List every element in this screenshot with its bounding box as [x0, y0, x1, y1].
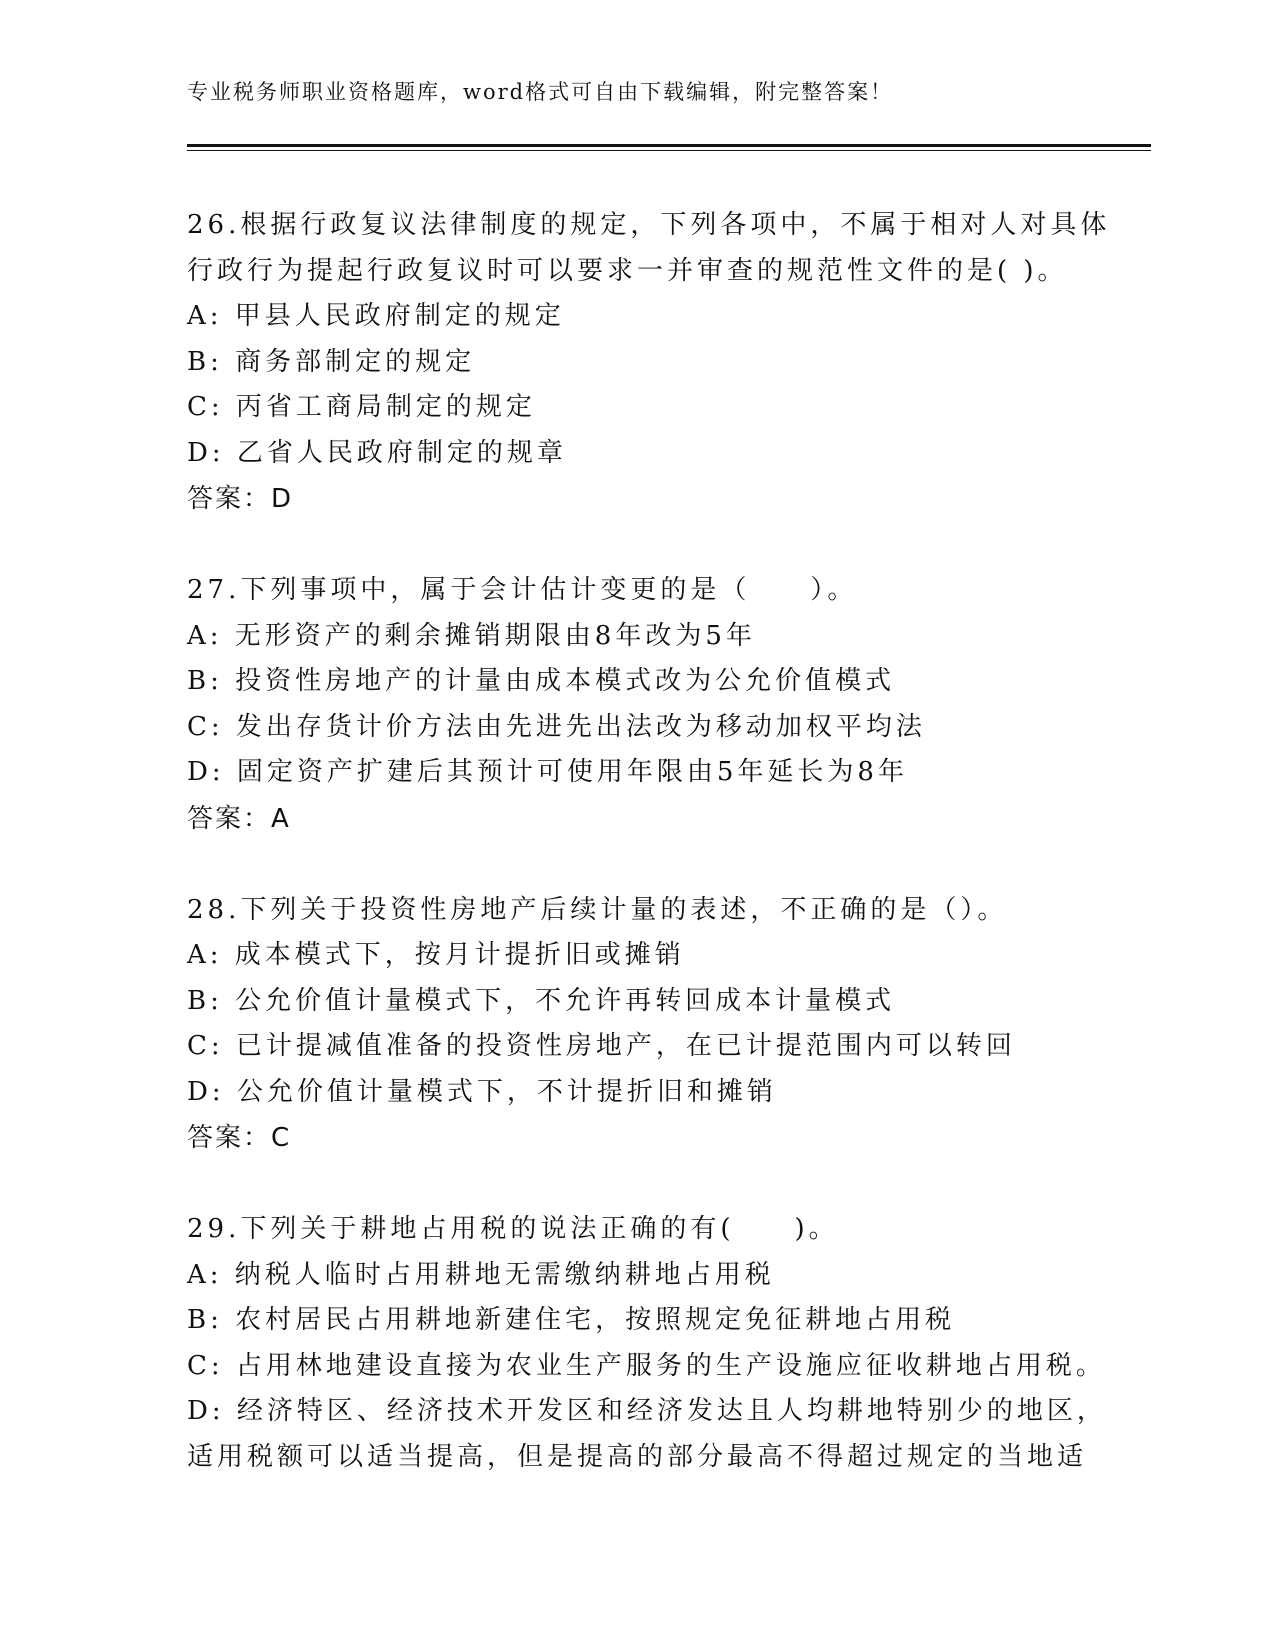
question-stem: 27.下列事项中，属于会计估计变更的是（ ）。: [187, 575, 858, 605]
question-stem: 29.下列关于耕地占用税的说法正确的有( )。: [187, 1214, 839, 1244]
question-28: [187, 888, 1147, 1162]
question-stem: 行政行为提起行政复议时可以要求一并审查的规范性文件的是( )。: [187, 255, 1068, 286]
answer-label: 答案：D: [187, 484, 294, 514]
question-stem: 28.下列关于投资性房地产后续计量的表述，不正确的是（）。: [187, 894, 1008, 925]
option-a: A: 纳税人临时占用耕地无需缴纳耕地占用税: [187, 1259, 775, 1290]
option-d: D: 乙省人民政府制定的规章: [187, 437, 567, 468]
question-29: [187, 1207, 1147, 1480]
option-d: D: 公允价值计量模式下，不计提折旧和摊销: [187, 1076, 777, 1107]
page-header-text: 专业税务师职业资格题库，word格式可自由下载编辑，附完整答案！: [187, 80, 894, 104]
option-c: C: 占用林地建设直接为农业生产服务的生产设施应征收耕地占用税。: [187, 1350, 1106, 1381]
option-b: B: 投资性房地产的计量由成本模式改为公允价值模式: [187, 666, 896, 696]
question-list: [187, 203, 1147, 1526]
option-c: C: 已计提减值准备的投资性房地产，在已计提范围内可以转回: [187, 1031, 1016, 1061]
option-a: A: 成本模式下，按月计提折旧或摊销: [187, 940, 685, 970]
question-stem: 26.根据行政复议法律制度的规定，下列各项中，不属于相对人对具体: [187, 210, 1111, 240]
answer-label: 答案：A: [187, 803, 291, 834]
header-divider-thin: [187, 150, 1151, 151]
option-a: A: 甲县人民政府制定的规定: [187, 301, 565, 331]
option-d: D: 经济特区、经济技术开发区和经济发达且人均耕地特别少的地区，: [187, 1396, 1107, 1426]
option-b: B: 商务部制定的规定: [187, 346, 476, 377]
question-27: [187, 568, 1147, 842]
option-d-continued: 适用税额可以适当提高，但是提高的部分最高不得超过规定的当地适: [187, 1441, 1088, 1472]
option-d: D: 固定资产扩建后其预计可使用年限由5年延长为8年: [187, 757, 908, 787]
option-b: B: 农村居民占用耕地新建住宅，按照规定免征耕地占用税: [187, 1305, 956, 1335]
option-c: C: 丙省工商局制定的规定: [187, 392, 536, 422]
option-a: A: 无形资产的剩余摊销期限由8年改为5年: [187, 620, 756, 651]
option-c: C: 发出存货计价方法由先进先出法改为移动加权平均法: [187, 711, 926, 742]
option-b: B: 公允价值计量模式下，不允许再转回成本计量模式: [187, 985, 896, 1016]
question-26: [187, 203, 1147, 522]
header-divider-thick: [187, 144, 1151, 147]
answer-label: 答案：C: [187, 1123, 292, 1153]
